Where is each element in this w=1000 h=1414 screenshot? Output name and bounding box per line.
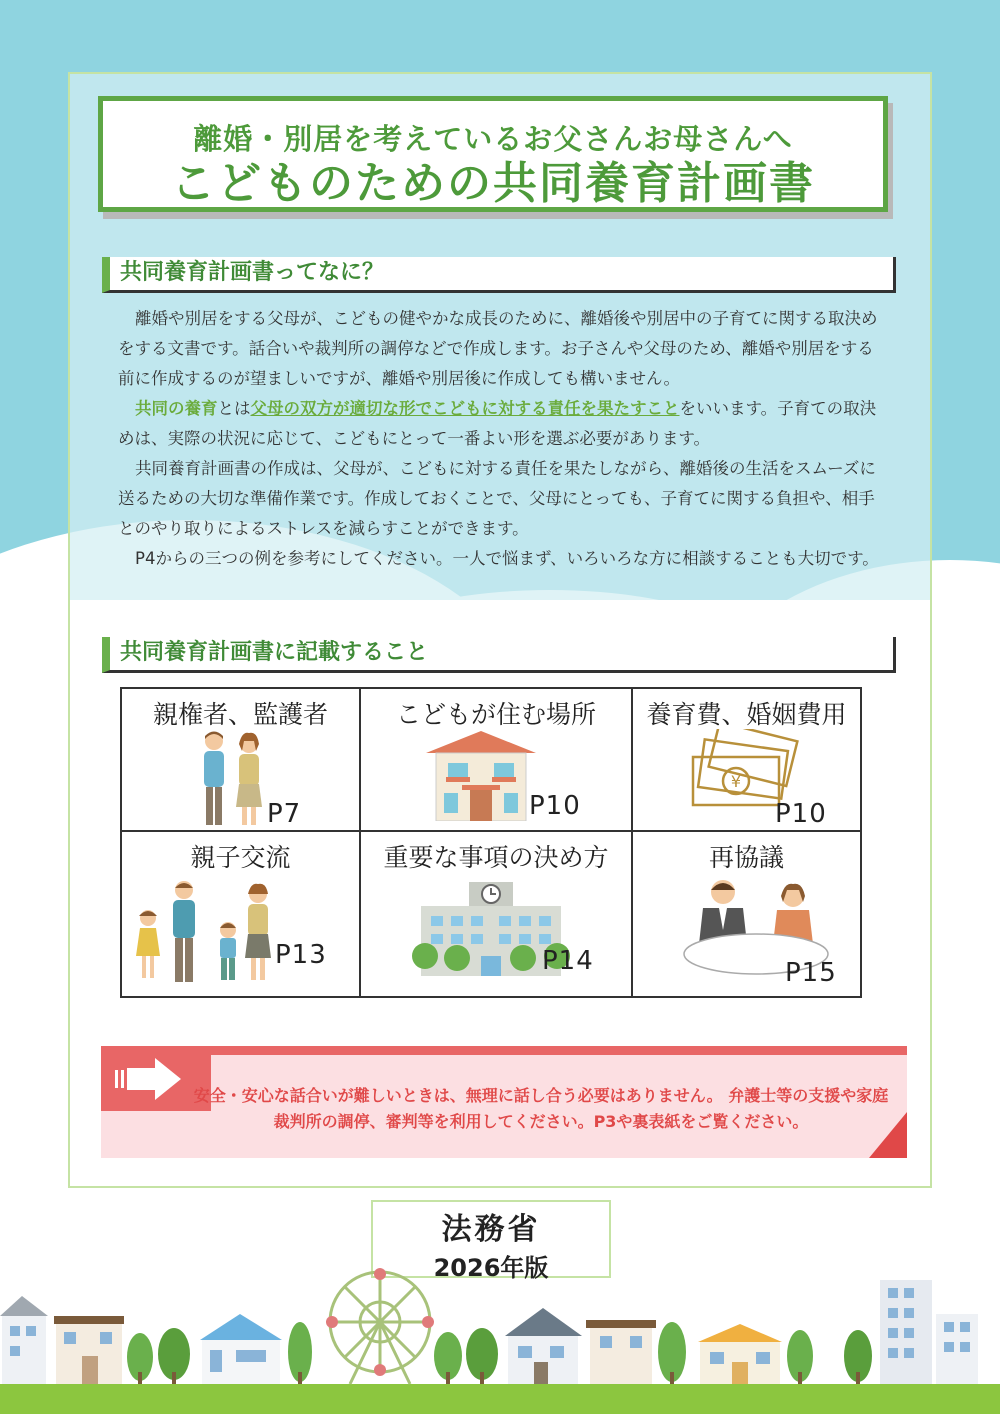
paragraph-2: [118, 394, 880, 454]
house-icon: [426, 731, 536, 821]
cell-page: P10: [529, 791, 581, 821]
paragraph-1: 離婚や別居をする父母が、こどもの健やかな成長のために、離婚後や別居中の子育てに関する取決めをする文書です。話合いや裁判所の調停などで作成します。お子さんや父母のため、離婚や別居をする前に作成するのが望ましいですが、離婚や別居後に作成しても構いません。: [118, 309, 878, 388]
grid-cell-visitation[interactable]: [121, 831, 360, 997]
title-main: こどものための共同養育計画書: [171, 158, 815, 209]
svg-text:¥: ¥: [730, 772, 742, 791]
townscape-illustration: [0, 1262, 1000, 1414]
money-icon: [691, 729, 801, 809]
cell-page: P15: [785, 958, 837, 988]
notice-text: 安全・安心な話合いが難しいときは、無理に話し合う必要はありません。 弁護士等の支援や家庭裁判所の調停、審判等を利用してください。P3や裏表紙をご覧ください。: [193, 1086, 889, 1131]
cell-page: P14: [542, 946, 594, 976]
paragraph-4: P4からの三つの例を参考にしてください。一人で悩まず、いろいろな方に相談することも大切です。: [135, 549, 879, 568]
cell-label: 重要な事項の決め方: [383, 843, 609, 872]
cell-page: P10: [775, 799, 827, 829]
cell-page: P13: [275, 940, 327, 970]
family-icon: [130, 878, 275, 988]
section-body-what: [118, 304, 880, 574]
parents-icon: [192, 729, 272, 829]
section-heading-what: 共同養育計画書ってなに？: [102, 257, 896, 293]
grid-cell-renegotiation[interactable]: [632, 831, 861, 997]
grid-cell-decisions[interactable]: [360, 831, 632, 997]
cell-page: P7: [267, 799, 302, 829]
term-connector: とは: [217, 399, 251, 418]
cell-label: 養育費、婚姻費用: [646, 700, 847, 729]
cell-label: 親子交流: [190, 843, 291, 872]
page-curl-icon: [869, 1112, 907, 1158]
edition-year: 2026年版: [433, 1254, 549, 1282]
grid-cell-custody[interactable]: [121, 688, 360, 831]
title-subtitle: 離婚・別居を考えているお父さんお母さんへ: [193, 122, 793, 156]
cell-label: 再協議: [708, 843, 784, 872]
grid-cell-support[interactable]: [632, 688, 861, 831]
grid-cell-residence[interactable]: [360, 688, 632, 831]
paragraph-3: 共同養育計画書の作成は、父母が、こどもに対する責任を果たしながら、離婚後の生活をスムーズに送るための大切な準備作業です。作成しておくことで、父母にとっても、子育てに関する負担や、相手とのやり取りによるストレスを減らすことができます。: [118, 459, 876, 538]
cell-label: こどもが住む場所: [395, 700, 596, 729]
section-heading-contents: 共同養育計画書に記載すること: [102, 637, 896, 673]
cell-label: 親権者、監護者: [152, 700, 328, 729]
notice-box: [101, 1046, 907, 1158]
ministry-name: 法務省: [441, 1212, 541, 1247]
paragraph-2-rest: をいいます。子育ての取決めは、実際の状況に応じて、こどもにとって一番よい形を選ぶ必要があります。: [118, 399, 877, 448]
term-coparenting: 共同の養育: [135, 399, 218, 418]
term-definition: 父母の双方が適切な形でこどもに対する責任を果たすこと: [250, 399, 680, 418]
contents-grid: [120, 687, 862, 998]
title-box: [98, 96, 888, 212]
